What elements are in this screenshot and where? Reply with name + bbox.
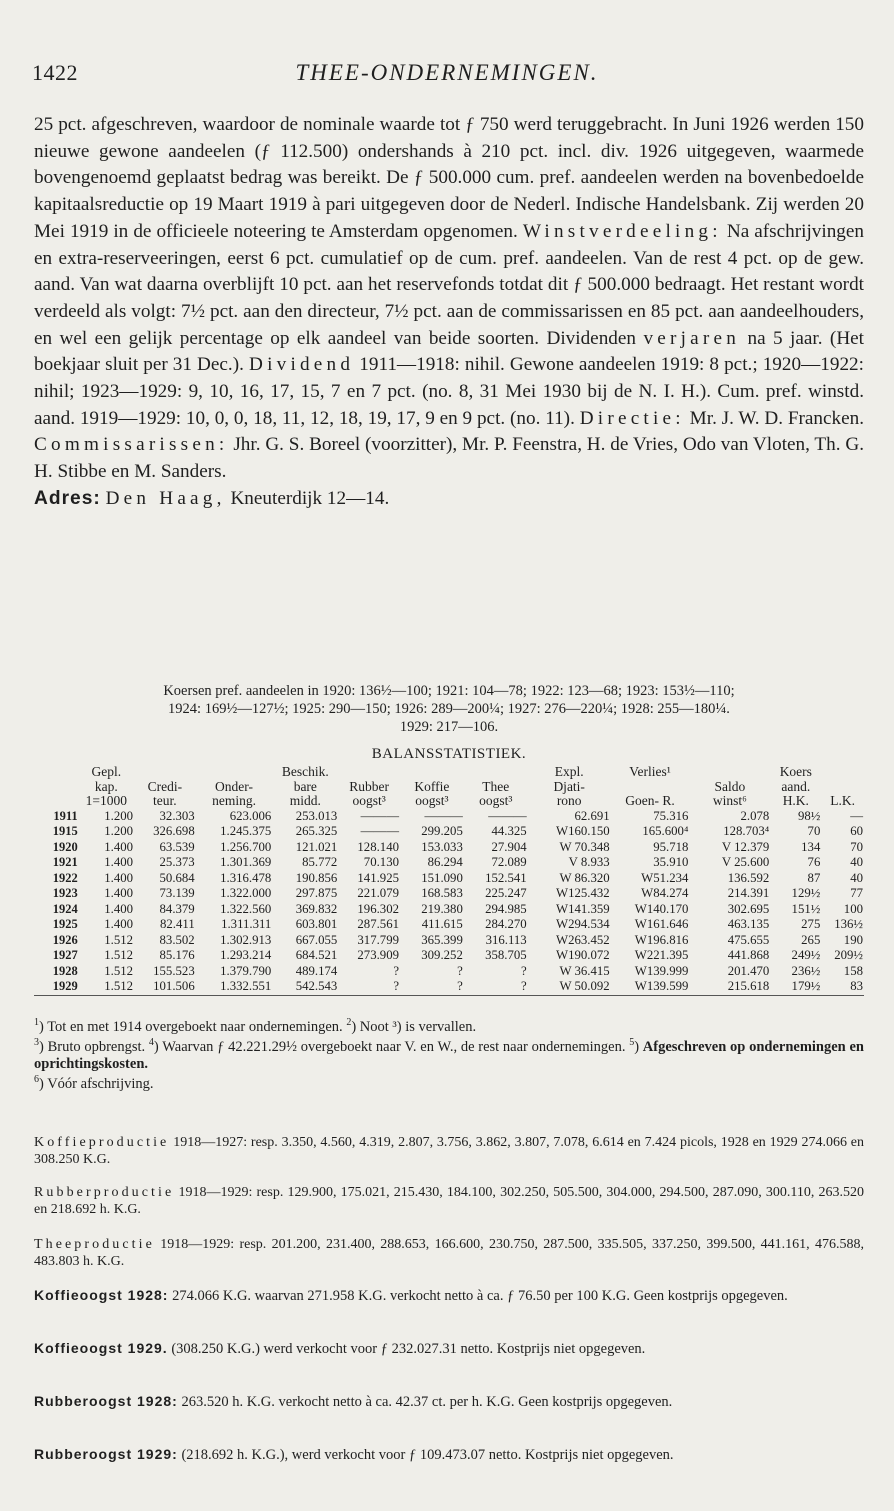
table-cell: 129½ (791, 886, 821, 900)
table-cell: 603.801 (295, 917, 338, 931)
label-directie: Directie: (579, 407, 685, 429)
table-row (34, 809, 864, 825)
footnote-5: Afgeschreven op ondernemingen en oprichtingskosten. (34, 1039, 864, 1072)
header-cell (338, 765, 400, 780)
footnote-4: Waarvan ƒ 42.221.29½ overgeboekt naar V. en W., de rest naar ondernemingen. (162, 1039, 626, 1056)
table-cell: 75.316 (653, 808, 689, 823)
header-cell: Thee (482, 779, 510, 794)
header-cell: aand. (781, 779, 811, 794)
running-title: THEE-ONDERNEMINGEN. (295, 60, 599, 85)
table-cell: 1.301.369 (220, 855, 272, 869)
header-cell: neming. (212, 794, 256, 808)
label-theeproductie: Theeproductie (34, 1237, 155, 1252)
table-cell: 667.055 (295, 932, 338, 947)
label-adres: Adres: (34, 487, 101, 509)
koersen-line: 1929: 217—106. (399, 719, 499, 735)
table-cell: 190 (843, 932, 863, 947)
table-cell: ? (393, 963, 399, 978)
table-cell: ? (457, 963, 463, 978)
table-cell: 136½ (834, 917, 863, 931)
table-cell: 70.130 (363, 855, 399, 869)
label-winstverdeeling: Winstverdeeling: (522, 220, 722, 242)
balans-header-row (34, 794, 864, 809)
balans-statistiek (34, 746, 864, 996)
table-cell: W125.432 (556, 886, 610, 900)
label-rubberproductie: Rubberproductie (34, 1185, 175, 1200)
table-cell: 1.256.700 (220, 839, 272, 854)
table-cell: 165.600⁴ (642, 824, 689, 838)
header-cell: Rubber (349, 779, 390, 794)
table-cell: 275 (801, 917, 821, 931)
table-row (34, 964, 864, 980)
table-cell: 2.078 (740, 808, 770, 823)
koffieoogst-1928 (34, 1287, 864, 1306)
header-cell (134, 765, 196, 780)
table-cell: 95.718 (653, 839, 689, 854)
table-cell: 215.618 (689, 979, 770, 995)
table-cell: 70 (850, 839, 863, 854)
adres-street: Kneuterdijk 12—14. (230, 487, 390, 509)
table-row (34, 886, 864, 902)
table-cell: 83 (821, 979, 864, 995)
table-cell: W140.170 (634, 901, 689, 916)
rubberoogst-1928 (34, 1393, 864, 1412)
text-winstverdeeling: Na afschrijvingen en extra-reserveeringen, eerst 6 pct. cumulatief op de cum. pref. aandeelen. Van de rest 4 pct. op de gew. aand. Van wat daarna overblijft 10 pct. aan het reservefonds totdat dit ƒ 500.000 bedraagt. Het restant wordt verdeeld als volgt: 7½ pct. aan den directeur, 7½ pct. aan de commissarissen en 85 pct. aan aandeelhouders, en wel een gelijk percentage op elk aandeel van beide soorten. Dividenden (34, 220, 865, 349)
table-cell: 1.512 (104, 963, 134, 978)
koersen-line: 1924: 169½—127½; 1925: 290—150; 1926: 289—200¼; 1927: 276—220¼; 1928: 255—180¼. (168, 701, 730, 717)
header-cell: Gepl. (91, 765, 122, 779)
table-cell: 441.868 (727, 948, 770, 962)
table-cell: 297.875 (295, 886, 338, 900)
table-cell: 63.539 (159, 839, 195, 854)
footnote-line: $^1$) Tot en met 1914 overgeboekt naar ondernemingen. $^2$) Noot ³) is vervallen. (34, 1017, 477, 1035)
table-cell: 82.411 (160, 917, 195, 931)
text-rubberproductie: 1918—1929: resp. 129.900, 175.021, 215.430, 184.100, 302.250, 505.500, 304.000, 294.500, 287.090, 300.110, 263.520 en 218.692 h. K.G. (34, 1185, 864, 1217)
row-year: 1927 (52, 948, 78, 962)
header-cell (34, 780, 79, 795)
header-cell: Goen- R. (625, 794, 675, 808)
table-cell: 87 (807, 870, 821, 885)
label-dividend: Dividend (248, 354, 355, 376)
table-cell: 221.079 (357, 886, 399, 900)
text-rubberoogst-1929: (218.692 h. K.G.), werd verkocht voor ƒ 109.473.07 netto. Kostprijs niet opgegeven. (181, 1447, 674, 1463)
rubberproductie (34, 1184, 864, 1218)
table-cell: ? (464, 979, 528, 995)
table-cell: 40 (850, 855, 863, 869)
text-koffieoogst-1929: (308.250 K.G.) werd verkocht voor ƒ 232.027.31 netto. Kostprijs niet opgegeven. (171, 1341, 646, 1357)
table-cell: 98½ (797, 808, 821, 823)
table-cell: ——— (424, 808, 463, 823)
header-cell: Beschik. (281, 765, 329, 779)
text-koffieproductie: 1918—1927: resp. 3.350, 4.560, 4.319, 2.807, 3.756, 3.862, 3.807, 7.078, 6.614 en 7.424 picols, 1928 en 1929 274.066 en 308.250 K.G. (34, 1135, 865, 1167)
table-cell: 40 (850, 870, 863, 885)
row-year: 1925 (52, 917, 78, 931)
table-row (34, 979, 864, 995)
table-cell: W196.816 (634, 932, 689, 947)
table-cell: ——— (360, 808, 399, 823)
table-cell: 209½ (834, 948, 863, 962)
table-cell: 1.200 (104, 824, 134, 838)
header-cell: oogst³ (479, 794, 513, 808)
footnote-2: Noot ³) is vervallen. (359, 1018, 477, 1035)
table-cell: 141.925 (357, 870, 399, 885)
table-cell: 77 (850, 886, 863, 900)
page-header (32, 60, 862, 88)
table-cell: 70 (807, 824, 821, 838)
table-row (34, 855, 864, 871)
table-row (34, 933, 864, 949)
table-cell: W221.395 (634, 948, 689, 962)
table-cell: 1.245.375 (220, 824, 272, 838)
header-cell: teur. (153, 794, 177, 808)
header-cell: L.K. (830, 794, 856, 808)
header-cell (464, 765, 528, 780)
table-cell: 60 (850, 824, 863, 838)
table-cell: 1.512 (104, 948, 134, 962)
table-cell: 128.140 (357, 839, 399, 854)
table-cell: 316.113 (485, 932, 527, 947)
header-cell: bare (293, 779, 317, 794)
koersen-line: Koersen pref. aandeelen in 1920: 136½—100; 1921: 104—78; 1922: 123—68; 1923: 153½—110; (163, 683, 735, 699)
table-cell: — (850, 808, 863, 823)
label-verjaren: verjaren (643, 327, 741, 349)
table-cell: ——— (488, 808, 527, 823)
table-cell: 62.691 (574, 808, 610, 823)
table-cell: ? (400, 979, 464, 995)
table-cell: 253.013 (295, 808, 338, 823)
header-cell (821, 780, 864, 795)
text-dividend: 1911—1918: nihil. Gewone aandeelen 1919: 8 pct.; 1920—1922: nihil; 1923—1929: 9, 10, 16, 17, 15, 7 en 7 pct. (no. 8, 31 Mei 1930 bij de N. I. H.). Cum. pref. winstd. aand. 1919—1929: 10, 0, 0, 18, 11, 12, 18, 19, 17, 9 en 9 pct. (no. 11). (34, 354, 864, 429)
footnotes (34, 1015, 864, 1092)
table-cell: 168.583 (421, 886, 463, 900)
table-cell: 265 (801, 932, 821, 947)
table-cell: 542.543 (272, 979, 338, 995)
label-rubberoogst-1928: Rubberoogst 1928: (34, 1393, 178, 1409)
table-cell: 214.391 (727, 886, 770, 900)
header-cell: midd. (289, 794, 321, 808)
text-koffieoogst-1928: 274.066 K.G. waarvan 271.958 K.G. verkocht netto à ca. ƒ 76.50 per 100 K.G. Geen kostprijs opgegeven. (172, 1288, 788, 1304)
table-cell: 1.400 (104, 886, 134, 900)
table-cell: 225.247 (485, 886, 527, 900)
table-cell: 32.303 (159, 808, 195, 823)
table-cell: W 86.320 (559, 870, 610, 885)
table-cell: W51.234 (641, 870, 689, 885)
table-cell: 151.090 (421, 870, 463, 885)
text-directie: Mr. J. W. D. Francken. (689, 407, 865, 429)
table-cell: 302.695 (727, 901, 770, 916)
table-row (34, 948, 864, 964)
text-kapitaal: 25 pct. afgeschreven, waardoor de nominale waarde tot ƒ 750 werd teruggebracht. In Juni 1926 werden 150 nieuwe gewone aandeelen (ƒ 112.500) ondershands à 210 pct. incl. div. 1926 uitgegeven, waarmede bovengenoemd geplaatst bedrag was bereikt. De ƒ 500.000 cum. pref. aandeelen werden na bovenbedoelde kapitaalsreductie op 19 Maart 1919 à pari uitgegeven door de Nederl. Indische Handelsbank. Zij werden 20 Mei 1919 in de officieele noteering te Amsterdam opgenomen. (34, 114, 864, 242)
table-cell: W161.646 (634, 917, 689, 931)
table-cell: W190.072 (556, 948, 610, 962)
header-cell: winst⁶ (712, 794, 747, 808)
balans-header-row (34, 780, 864, 795)
table-cell: 265.325 (295, 824, 338, 838)
header-cell: oogst³ (352, 794, 386, 808)
table-cell: 287.561 (357, 917, 399, 931)
text-rubberoogst-1928: 263.520 h. K.G. verkocht netto à ca. 42.37 ct. per h. K.G. Geen kostprijs opgegeven. (181, 1394, 673, 1410)
table-row (34, 917, 864, 933)
table-cell: 85.176 (159, 948, 195, 962)
header-cell: Djati- (553, 779, 585, 794)
header-cell: Koers (779, 765, 812, 779)
table-cell: 201.470 (727, 963, 770, 978)
table-cell: 100 (843, 901, 863, 916)
table-cell: 1.322.560 (220, 901, 272, 916)
header-cell: oogst³ (415, 794, 449, 808)
table-cell: 1.332.551 (196, 979, 273, 995)
table-cell: 151½ (791, 901, 821, 916)
table-cell: W 50.092 (528, 979, 611, 995)
table-cell: 317.799 (357, 932, 399, 947)
header-cell: rono (556, 794, 582, 808)
header-cell (34, 765, 79, 780)
table-cell: 25.373 (159, 855, 195, 869)
header-cell: 1=1000 (85, 794, 128, 808)
row-year: 1928 (52, 963, 78, 978)
row-year: 1921 (52, 855, 78, 869)
table-cell: 326.698 (153, 824, 195, 838)
table-cell: ——— (360, 824, 399, 838)
table-cell: V 12.379 (721, 839, 770, 854)
header-cell: Expl. (554, 765, 584, 779)
text-theeproductie: 1918—1929: resp. 201.200, 231.400, 288.653, 166.600, 230.750, 287.500, 335.505, 337.250, 399.500, 441.161, 476.588, 483.803 h. K.G. (34, 1237, 865, 1269)
table-cell: 1.512 (104, 932, 134, 947)
label-koffieoogst-1929: Koffieoogst 1929. (34, 1340, 168, 1356)
table-cell: W263.452 (556, 932, 610, 947)
table-cell: 152.541 (485, 870, 527, 885)
table-cell: 236½ (791, 963, 821, 978)
table-cell: 153.033 (421, 839, 463, 854)
table-cell: 358.705 (485, 948, 527, 962)
table-cell: 475.655 (727, 932, 770, 947)
table-cell: 1.379.790 (220, 963, 272, 978)
table-cell: V 25.600 (721, 855, 770, 869)
table-cell: 309.252 (421, 948, 463, 962)
footnote-6: Vóór afschrijving. (47, 1075, 154, 1092)
table-cell: 196.302 (357, 901, 399, 916)
table-cell: 411.615 (421, 917, 463, 931)
row-year: 1929 (34, 979, 79, 995)
table-cell: 101.506 (134, 979, 196, 995)
table-cell: 128.703⁴ (723, 824, 770, 838)
table-cell: ? (521, 963, 527, 978)
table-row (34, 902, 864, 918)
header-cell (34, 794, 79, 809)
table-cell: V 8.933 (568, 855, 610, 869)
table-cell: W84.274 (641, 886, 689, 900)
table-cell: W139.599 (611, 979, 690, 995)
table-cell: 86.294 (427, 855, 463, 869)
balans-table (34, 765, 864, 996)
header-cell: H.K. (782, 794, 809, 808)
footnote-line: $^6$) Vóór afschrijving. (34, 1074, 154, 1092)
balans-header-row (34, 765, 864, 780)
table-row (34, 824, 864, 840)
adres-line (34, 486, 864, 513)
table-cell: 684.521 (295, 948, 338, 962)
row-year: 1911 (53, 808, 78, 823)
row-year: 1923 (52, 886, 78, 900)
table-cell: 294.985 (485, 901, 527, 916)
header-cell: Verlies¹ (629, 765, 671, 779)
row-year: 1922 (52, 870, 78, 885)
text-verjaren: na 5 jaar. (Het boekjaar sluit per 31 Dec.). (34, 327, 865, 376)
header-cell (821, 765, 864, 780)
table-cell: 1.400 (104, 870, 134, 885)
table-cell: 489.174 (295, 963, 338, 978)
row-year: 1920 (52, 839, 78, 854)
label-koffieoogst-1928: Koffieoogst 1928: (34, 1287, 169, 1303)
header-cell (611, 780, 690, 795)
header-cell: Saldo (714, 779, 746, 794)
footnote-3: Bruto opbrengst. (47, 1039, 146, 1056)
page-number: 1422 (32, 60, 78, 85)
balans-title: BALANSSTATISTIEK. (371, 746, 527, 762)
text-commissarissen: Jhr. G. S. Boreel (voorzitter), Mr. P. Feenstra, H. de Vries, Odo van Vloten, Th. G. H. Stibbe en M. Sanders. (34, 434, 865, 483)
table-cell: 1.311.311 (221, 917, 272, 931)
table-cell: 121.021 (295, 839, 338, 854)
main-paragraph (34, 112, 864, 486)
table-cell: 134 (801, 839, 821, 854)
table-cell: 72.089 (491, 855, 527, 869)
table-cell: 158 (843, 963, 863, 978)
table-cell: W160.150 (556, 824, 610, 838)
table-cell: 1.512 (79, 979, 134, 995)
table-cell: 190.856 (295, 870, 338, 885)
table-cell: 179½ (770, 979, 821, 995)
table-cell: 1.400 (104, 855, 134, 869)
table-cell: W 36.415 (559, 963, 610, 978)
table-cell: 1.400 (104, 839, 134, 854)
table-cell: 1.293.214 (220, 948, 272, 962)
table-cell: 463.135 (727, 917, 770, 931)
table-cell: 76 (807, 855, 821, 869)
table-cell: 1.302.913 (220, 932, 272, 947)
koffieproductie (34, 1134, 864, 1168)
label-commissarissen: Commissarissen: (34, 434, 229, 456)
koersen-block (34, 682, 864, 736)
table-cell: 155.523 (153, 963, 195, 978)
rubberoogst-1929 (34, 1446, 864, 1465)
table-cell: W294.534 (556, 917, 610, 931)
main-text (34, 112, 864, 513)
table-cell: W 70.348 (559, 839, 610, 854)
table-cell: 1.200 (104, 808, 134, 823)
table-cell: 284.270 (485, 917, 527, 931)
table-cell: W141.359 (556, 901, 610, 916)
footnote-1: Tot en met 1914 overgeboekt naar ondernemingen. (47, 1018, 343, 1035)
table-cell: 299.205 (421, 824, 463, 838)
adres-city: Den Haag, (105, 487, 226, 509)
theeproductie (34, 1236, 864, 1270)
header-cell (196, 765, 273, 780)
table-cell: 369.832 (295, 901, 338, 916)
footnote-line: $^3$) Bruto opbrengst. $^4$) Waarvan ƒ 42.221.29½ overgeboekt naar V. en W., de rest naar ondernemingen. $^5$) Afgeschreven op ondernemingen en oprichtingskosten. (34, 1037, 864, 1072)
header-cell: Koffie (414, 779, 450, 794)
table-cell: 1.400 (104, 901, 134, 916)
table-cell: 84.379 (159, 901, 195, 916)
table-cell: 50.684 (159, 870, 195, 885)
table-cell: 44.325 (491, 824, 527, 838)
table-cell: 623.006 (229, 808, 272, 823)
table-cell: 273.909 (357, 948, 399, 962)
table-cell: 83.502 (159, 932, 195, 947)
table-cell: 136.592 (727, 870, 770, 885)
table-cell: 73.139 (159, 886, 195, 900)
row-year: 1915 (52, 824, 78, 838)
row-year: 1924 (52, 901, 78, 916)
table-cell: 249½ (791, 948, 821, 962)
table-cell: 365.399 (421, 932, 463, 947)
table-row (34, 871, 864, 887)
header-cell: kap. (94, 779, 118, 794)
table-cell: W139.999 (634, 963, 689, 978)
header-cell: Onder- (215, 779, 253, 794)
koffieoogst-1929 (34, 1340, 864, 1359)
table-cell: 219.380 (421, 901, 463, 916)
table-cell: ? (338, 979, 400, 995)
table-cell: 1.322.000 (220, 886, 272, 900)
label-rubberoogst-1929: Rubberoogst 1929: (34, 1446, 178, 1462)
table-cell: 35.910 (653, 855, 689, 869)
table-cell: 1.316.478 (220, 870, 272, 885)
table-cell: 27.904 (491, 839, 527, 854)
header-cell: Credi- (147, 779, 183, 794)
header-cell (400, 765, 464, 780)
table-cell: 1.400 (104, 917, 134, 931)
row-year: 1926 (52, 932, 78, 947)
table-cell: 85.772 (302, 855, 338, 869)
header-cell (689, 765, 770, 780)
table-row (34, 840, 864, 856)
label-koffieproductie: Koffieproductie (34, 1135, 170, 1150)
